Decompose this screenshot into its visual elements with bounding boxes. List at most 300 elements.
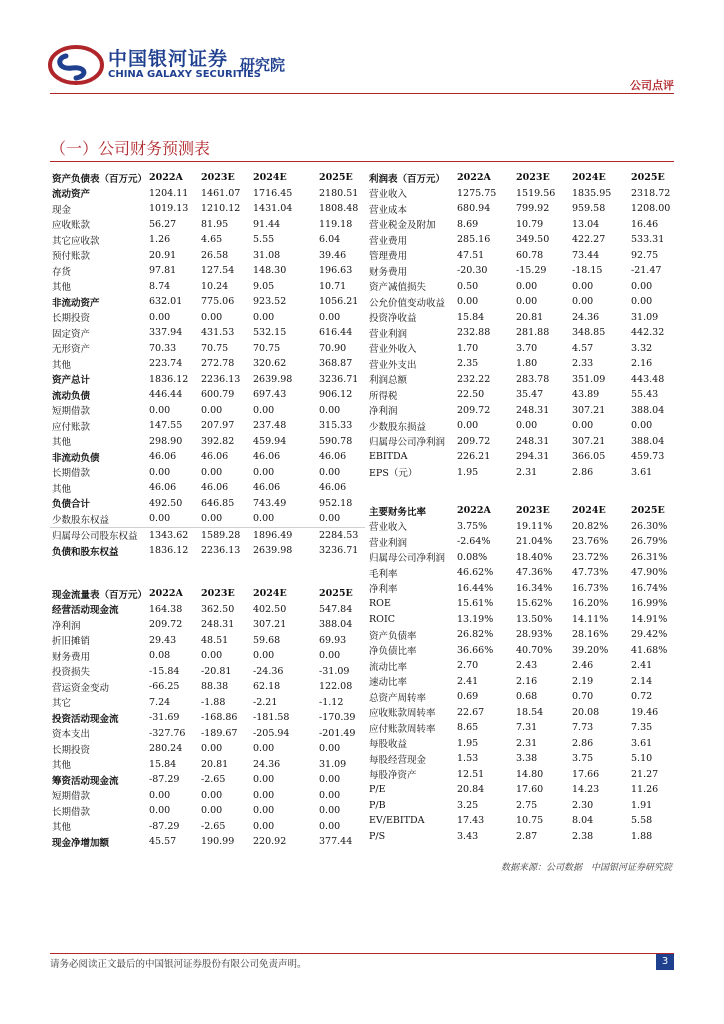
- table-row: [50, 819, 365, 835]
- year-header-cell: 2024E: [253, 172, 287, 184]
- row-label-cell: 归属母公司股东权益: [52, 531, 138, 543]
- row-label-cell: 流动资产: [52, 189, 91, 201]
- value-cell: 47.90%: [631, 567, 668, 579]
- table-row: [367, 658, 674, 674]
- value-cell: 14.11%: [572, 613, 609, 625]
- row-label-cell: 营业成本: [369, 204, 408, 216]
- value-cell: 40.70%: [516, 644, 553, 656]
- row-label-cell: 非流动资产: [52, 297, 100, 309]
- value-cell: 5.58: [631, 815, 653, 827]
- value-cell: 70.75: [253, 342, 281, 354]
- value-cell: -2.65: [201, 774, 226, 786]
- value-cell: 10.79: [516, 218, 544, 230]
- value-cell: 3.75: [572, 753, 594, 765]
- row-label-cell: EBITDA: [369, 451, 408, 463]
- value-cell: 2.87: [516, 830, 538, 842]
- table-row: [367, 232, 674, 248]
- value-cell: 232.22: [457, 373, 491, 385]
- table-row: [50, 186, 365, 202]
- row-label-cell: 财务费用: [369, 266, 408, 278]
- value-cell: 16.34%: [516, 582, 553, 594]
- value-cell: 46.06: [253, 451, 281, 463]
- value-cell: 0.00: [457, 420, 479, 432]
- row-label-cell: 营业利润: [369, 328, 408, 340]
- year-header-cell: 2025E: [319, 172, 353, 184]
- table-row: [50, 772, 365, 788]
- value-cell: 0.00: [251, 511, 317, 527]
- row-label-cell: 固定资产: [52, 328, 91, 340]
- table-row: [367, 627, 674, 643]
- value-cell: 41.68%: [631, 644, 668, 656]
- value-cell: 1716.45: [253, 187, 293, 199]
- table-row: [50, 803, 365, 819]
- row-label-cell: 投资净收益: [369, 313, 417, 325]
- value-cell: 0.00: [572, 296, 594, 308]
- value-cell: 8.04: [572, 815, 594, 827]
- year-header-cell: 2024E: [572, 505, 606, 517]
- value-cell: 223.74: [149, 358, 183, 370]
- row-label-cell: 短期借款: [52, 406, 91, 418]
- value-cell: 31.09: [631, 311, 659, 323]
- value-cell: 0.00: [572, 420, 594, 432]
- value-cell: -20.30: [457, 265, 488, 277]
- value-cell: 15.84: [457, 311, 485, 323]
- table-row: [50, 465, 365, 481]
- value-cell: 31.08: [253, 249, 281, 261]
- value-cell: 442.32: [631, 327, 665, 339]
- row-label-cell: 营业费用: [369, 235, 408, 247]
- value-cell: 2.30: [572, 799, 594, 811]
- year-header-cell: 2023E: [201, 172, 235, 184]
- table-row: [50, 418, 365, 434]
- value-cell: 12.51: [457, 768, 485, 780]
- brand-name-en: CHINA GALAXY SECURITIES: [108, 69, 261, 80]
- row-label-cell: 公允价值变动收益: [369, 297, 446, 309]
- year-header-cell: 2024E: [572, 172, 606, 184]
- value-cell: 0.00: [319, 650, 341, 662]
- table-title-cell: 利润表（百万元）: [369, 173, 446, 185]
- value-cell: 46.06: [201, 482, 229, 494]
- value-cell: 547.84: [319, 603, 353, 615]
- value-cell: 697.43: [253, 389, 287, 401]
- row-label-cell: 营运资金变动: [52, 682, 110, 694]
- table-row: [50, 263, 365, 279]
- value-cell: 1056.21: [319, 296, 359, 308]
- row-label-cell: 长期借款: [52, 806, 91, 818]
- value-cell: 1.70: [457, 342, 479, 354]
- table-row: [367, 465, 674, 481]
- row-label-cell: 长期借款: [52, 468, 91, 480]
- value-cell: -168.86: [201, 712, 238, 724]
- row-label-cell: 净利润: [52, 620, 81, 632]
- value-cell: 209.72: [457, 435, 491, 447]
- row-label-cell: 资本支出: [52, 729, 91, 741]
- year-header-cell: 2025E: [319, 588, 353, 600]
- table-row: [50, 788, 365, 804]
- value-cell: 248.31: [516, 435, 550, 447]
- row-label-cell: 长期投资: [52, 744, 91, 756]
- table-row: [367, 720, 674, 736]
- value-cell: 17.60: [516, 784, 544, 796]
- row-label-cell: 资产减值损失: [369, 282, 427, 294]
- value-cell: 5.10: [631, 753, 653, 765]
- value-cell: 0.68: [516, 691, 538, 703]
- value-cell: 1431.04: [253, 203, 293, 215]
- table-row: [367, 279, 674, 295]
- value-cell: 680.94: [457, 203, 491, 215]
- value-cell: 13.50%: [516, 613, 553, 625]
- value-cell: 18.40%: [516, 551, 553, 563]
- table-row: [50, 294, 365, 310]
- value-cell: 2.33: [572, 358, 594, 370]
- table-row: [367, 248, 674, 264]
- value-cell: 1343.62: [149, 529, 189, 541]
- value-cell: 16.99%: [631, 598, 668, 610]
- value-cell: 1461.07: [201, 187, 241, 199]
- table-row: [50, 232, 365, 248]
- table-title-cell: 主要财务比率: [369, 506, 427, 518]
- row-label-cell: 短期借款: [52, 791, 91, 803]
- page-number: 3: [656, 954, 674, 970]
- table-row: [367, 813, 674, 829]
- value-cell: 388.04: [631, 404, 665, 416]
- value-cell: 0.00: [319, 774, 341, 786]
- value-cell: 320.62: [253, 358, 287, 370]
- value-cell: 2.14: [631, 675, 653, 687]
- value-cell: 392.82: [201, 435, 235, 447]
- financial-ratios-table: [367, 503, 674, 844]
- value-cell: -2.65: [201, 820, 226, 832]
- value-cell: 743.49: [253, 497, 287, 509]
- value-cell: 20.84: [457, 784, 485, 796]
- value-cell: 349.50: [516, 234, 550, 246]
- value-cell: 492.50: [149, 497, 183, 509]
- value-cell: 18.54: [516, 706, 544, 718]
- value-cell: 446.44: [149, 389, 183, 401]
- galaxy-logo-icon: [48, 44, 104, 86]
- value-cell: 0.00: [201, 311, 223, 323]
- value-cell: 906.12: [319, 389, 353, 401]
- value-cell: 43.89: [572, 389, 600, 401]
- value-cell: 36.66%: [457, 644, 494, 656]
- value-cell: 0.00: [319, 404, 341, 416]
- value-cell: 21.27: [631, 768, 659, 780]
- value-cell: 46.06: [253, 482, 281, 494]
- table-row: [50, 527, 365, 543]
- row-label-cell: 非流动负债: [52, 452, 100, 464]
- value-cell: 8.74: [149, 280, 171, 292]
- row-label-cell: 净利率: [369, 584, 398, 596]
- value-cell: 31.09: [319, 758, 347, 770]
- row-label-cell: 管理费用: [369, 251, 408, 263]
- value-cell: 207.97: [201, 420, 235, 432]
- value-cell: 16.46: [631, 218, 659, 230]
- value-cell: 0.00: [253, 466, 275, 478]
- value-cell: 39.46: [319, 249, 347, 261]
- value-cell: 97.81: [149, 265, 177, 277]
- value-cell: 0.00: [201, 743, 223, 755]
- value-cell: -201.49: [319, 727, 356, 739]
- table-row: [50, 679, 365, 695]
- value-cell: 0.69: [457, 691, 479, 703]
- table-row: [50, 511, 365, 527]
- value-cell: 1835.95: [572, 187, 612, 199]
- value-cell: 24.36: [253, 758, 281, 770]
- value-cell: 46.62%: [457, 567, 494, 579]
- year-header-cell: 2023E: [516, 172, 550, 184]
- value-cell: 443.48: [631, 373, 665, 385]
- value-cell: 2639.98: [253, 373, 293, 385]
- value-cell: 26.79%: [631, 536, 668, 548]
- value-cell: 7.35: [631, 722, 653, 734]
- value-cell: 2236.13: [201, 373, 241, 385]
- table-row: [50, 449, 365, 465]
- row-label-cell: 归属母公司净利润: [369, 553, 446, 565]
- row-label-cell: 营业收入: [369, 522, 408, 534]
- table-row: [50, 217, 365, 233]
- table-row: [50, 617, 365, 633]
- value-cell: 2.35: [457, 358, 479, 370]
- value-cell: 69.93: [319, 634, 347, 646]
- section-divider: [50, 161, 674, 162]
- value-cell: 3.32: [631, 342, 653, 354]
- value-cell: -15.84: [149, 665, 180, 677]
- document-type: 公司点评: [630, 79, 674, 92]
- value-cell: 0.00: [201, 805, 223, 817]
- value-cell: -1.88: [201, 696, 226, 708]
- value-cell: -189.67: [201, 727, 238, 739]
- value-cell: 459.73: [631, 451, 665, 463]
- row-label-cell: 财务费用: [52, 651, 91, 663]
- value-cell: 1208.00: [631, 203, 671, 215]
- value-cell: -2.64%: [457, 536, 491, 548]
- value-cell: 0.00: [253, 789, 275, 801]
- value-cell: 13.19%: [457, 613, 494, 625]
- value-cell: 16.73%: [572, 582, 609, 594]
- row-label-cell: 负债合计: [52, 499, 91, 511]
- row-label-cell: 资产负债率: [369, 630, 417, 642]
- table-row: [367, 782, 674, 798]
- value-cell: 20.82%: [572, 520, 609, 532]
- row-label-cell: EV/EBITDA: [369, 815, 425, 827]
- table-row: [50, 480, 365, 496]
- value-cell: 1.26: [149, 234, 171, 246]
- value-cell: 19.46: [631, 706, 659, 718]
- value-cell: 26.58: [201, 249, 229, 261]
- value-cell: 600.79: [201, 389, 235, 401]
- value-cell: 459.94: [253, 435, 287, 447]
- row-label-cell: 其他: [52, 760, 72, 772]
- value-cell: 799.92: [516, 203, 550, 215]
- table-row: [50, 387, 365, 403]
- value-cell: 20.81: [516, 311, 544, 323]
- value-cell: 0.00: [149, 789, 171, 801]
- value-cell: 15.61%: [457, 598, 494, 610]
- value-cell: 4.65: [201, 234, 223, 246]
- row-label-cell: 毛利率: [369, 568, 398, 580]
- table-row: [367, 550, 674, 566]
- value-cell: 48.51: [201, 634, 229, 646]
- value-cell: 29.43: [149, 634, 177, 646]
- value-cell: 20.91: [149, 249, 177, 261]
- row-label-cell: 其他: [52, 437, 72, 449]
- year-header-cell: 2022A: [149, 172, 183, 184]
- section-title: （一）公司财务预测表: [50, 139, 211, 158]
- value-cell: 0.00: [631, 280, 653, 292]
- data-source-note: 数据来源：公司数据 中国银河证券研究院: [500, 863, 672, 873]
- value-cell: 1210.12: [201, 203, 241, 215]
- value-cell: 60.78: [516, 249, 544, 261]
- value-cell: 366.05: [572, 451, 606, 463]
- value-cell: 2318.72: [631, 187, 671, 199]
- value-cell: 0.00: [516, 280, 538, 292]
- value-cell: 3.25: [457, 799, 479, 811]
- value-cell: 368.87: [319, 358, 353, 370]
- value-cell: 2236.13: [201, 545, 241, 557]
- row-label-cell: 投资活动现金流: [52, 713, 119, 725]
- row-label-cell: 其他: [52, 822, 72, 834]
- value-cell: 15.84: [149, 758, 177, 770]
- value-cell: -31.69: [149, 712, 180, 724]
- value-cell: -20.81: [201, 665, 232, 677]
- value-cell: 362.50: [201, 603, 235, 615]
- value-cell: 56.27: [149, 218, 177, 230]
- row-label-cell: 经营活动现金流: [52, 605, 119, 617]
- table-row: [50, 648, 365, 664]
- table-row: [50, 356, 365, 372]
- year-header-cell: 2025E: [631, 172, 665, 184]
- row-label-cell: 现金: [52, 204, 72, 216]
- value-cell: 147.55: [149, 420, 183, 432]
- footer-divider: [50, 953, 674, 954]
- cash-flow-table: [50, 586, 365, 850]
- value-cell: 2.31: [516, 737, 538, 749]
- value-cell: -205.94: [253, 727, 290, 739]
- value-cell: 28.16%: [572, 629, 609, 641]
- row-label-cell: 归属母公司净利润: [369, 437, 446, 449]
- value-cell: 307.21: [572, 435, 606, 447]
- value-cell: 46.06: [149, 482, 177, 494]
- value-cell: 388.04: [631, 435, 665, 447]
- value-cell: 1836.12: [149, 373, 189, 385]
- row-label-cell: 投资损失: [52, 667, 91, 679]
- value-cell: 164.38: [149, 603, 183, 615]
- value-cell: 1589.28: [201, 529, 241, 541]
- table-row: [367, 736, 674, 752]
- value-cell: 10.75: [516, 815, 544, 827]
- value-cell: 1019.13: [149, 203, 189, 215]
- value-cell: 348.85: [572, 327, 606, 339]
- year-header-cell: 2023E: [516, 505, 550, 517]
- value-cell: 23.76%: [572, 536, 609, 548]
- row-label-cell: 资产总计: [52, 375, 91, 387]
- row-label-cell: 营业税金及附加: [369, 220, 436, 232]
- value-cell: 0.00: [201, 466, 223, 478]
- value-cell: 8.69: [457, 218, 479, 230]
- value-cell: 590.78: [319, 435, 353, 447]
- value-cell: 10.24: [201, 280, 229, 292]
- table-row: [50, 434, 365, 450]
- value-cell: 2.43: [516, 660, 538, 672]
- year-header-cell: 2025E: [631, 505, 665, 517]
- value-cell: 5.55: [253, 234, 275, 246]
- table-row: [367, 449, 674, 465]
- value-cell: 119.18: [319, 218, 353, 230]
- value-cell: 2180.51: [319, 187, 359, 199]
- value-cell: -21.47: [631, 265, 662, 277]
- table-row: [367, 263, 674, 279]
- value-cell: 923.52: [253, 296, 287, 308]
- value-cell: 294.31: [516, 451, 550, 463]
- value-cell: 16.74%: [631, 582, 668, 594]
- value-cell: 285.16: [457, 234, 491, 246]
- year-header-cell: 2022A: [149, 588, 183, 600]
- value-cell: -87.29: [149, 774, 180, 786]
- row-label-cell: 营业收入: [369, 189, 408, 201]
- table-row: [50, 543, 365, 559]
- table-row: [50, 602, 365, 618]
- value-cell: 281.88: [516, 327, 550, 339]
- table-row: [367, 705, 674, 721]
- row-label-cell: 每股收益: [369, 739, 408, 751]
- table-row: [367, 643, 674, 659]
- value-cell: 47.51: [457, 249, 485, 261]
- value-cell: 92.75: [631, 249, 659, 261]
- table-row: [50, 310, 365, 326]
- value-cell: 2.41: [457, 675, 479, 687]
- row-label-cell: 应付账款: [52, 421, 91, 433]
- value-cell: 26.31%: [631, 551, 668, 563]
- value-cell: 0.50: [457, 280, 479, 292]
- row-label-cell: 预付账款: [52, 251, 91, 263]
- value-cell: 3.61: [631, 466, 653, 478]
- value-cell: 46.06: [201, 451, 229, 463]
- value-cell: 0.00: [253, 650, 275, 662]
- row-label-cell: 总资产周转率: [369, 692, 427, 704]
- value-cell: 0.00: [631, 420, 653, 432]
- value-cell: 298.90: [149, 435, 183, 447]
- value-cell: 0.00: [457, 296, 479, 308]
- value-cell: 24.36: [572, 311, 600, 323]
- value-cell: 775.06: [201, 296, 235, 308]
- value-cell: 14.80: [516, 768, 544, 780]
- value-cell: 351.09: [572, 373, 606, 385]
- table-row: [367, 565, 674, 581]
- value-cell: 307.21: [572, 404, 606, 416]
- table-row: [367, 310, 674, 326]
- value-cell: 0.00: [253, 820, 275, 832]
- value-cell: 0.00: [319, 311, 341, 323]
- value-cell: 3.61: [631, 737, 653, 749]
- value-cell: 0.00: [253, 805, 275, 817]
- value-cell: -2.21: [253, 696, 278, 708]
- table-row: [367, 674, 674, 690]
- row-label-cell: 每股净资产: [369, 770, 417, 782]
- value-cell: 8.65: [457, 722, 479, 734]
- value-cell: 2.16: [631, 358, 653, 370]
- value-cell: 616.44: [319, 327, 353, 339]
- value-cell: 226.21: [457, 451, 491, 463]
- row-label-cell: 其他: [52, 282, 72, 294]
- value-cell: 632.01: [149, 296, 183, 308]
- value-cell: 3.43: [457, 830, 479, 842]
- table-row: [367, 612, 674, 628]
- row-label-cell: 营业外收入: [369, 344, 417, 356]
- value-cell: 952.18: [319, 497, 353, 509]
- value-cell: 1.53: [457, 753, 479, 765]
- value-cell: 220.92: [253, 836, 287, 848]
- value-cell: 1.91: [631, 799, 653, 811]
